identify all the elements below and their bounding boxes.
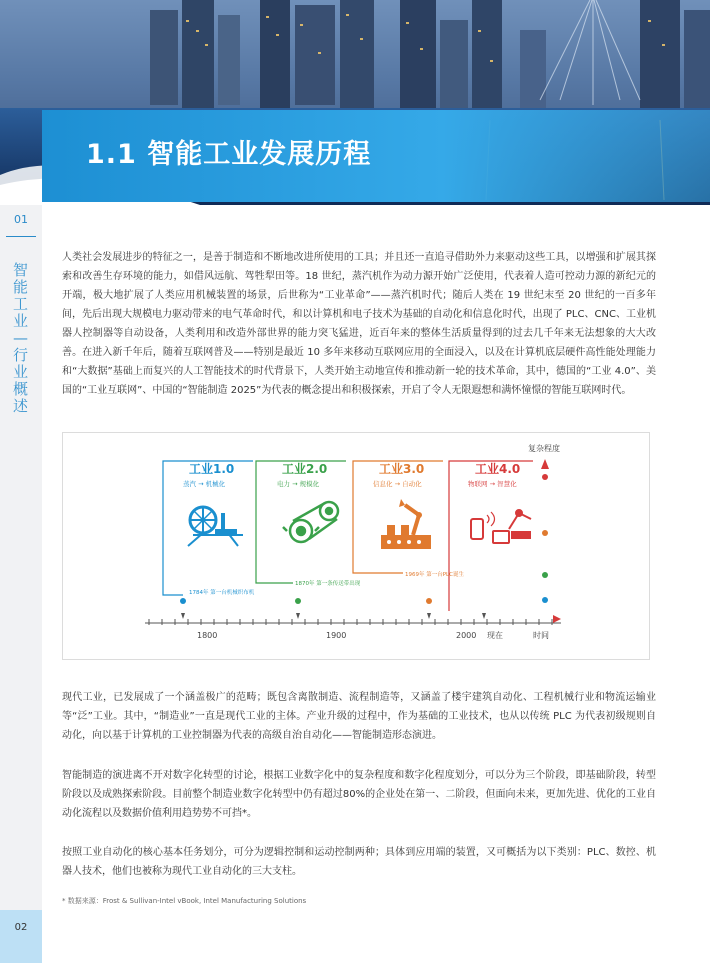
- robot-arm-icon: [381, 499, 431, 549]
- dot-1784: [180, 598, 186, 604]
- header-city-banner: [0, 0, 710, 205]
- era2-milestone: 1870年 第一条传送带出现: [295, 581, 361, 587]
- footnote-source: * 数据来源：Frost & Sullivan-Intel vBook, Intel Manufacturing Solutions: [62, 897, 307, 905]
- chapter-number: 01: [14, 213, 28, 226]
- era3-milestone: 1969年 第一台PLC诞生: [405, 572, 464, 578]
- industry-evolution-figure: [62, 432, 650, 660]
- loom-icon: [188, 507, 243, 546]
- page-title: 1.1 智能工业发展历程: [86, 139, 372, 170]
- title-band: [42, 110, 710, 202]
- complexity-dot-4: [542, 474, 548, 480]
- page-number-box: [0, 910, 42, 963]
- tick-now: 现在: [487, 631, 503, 640]
- era4-subtitle: 物联网 → 智慧化: [468, 480, 517, 488]
- time-axis-arrow: [553, 615, 561, 623]
- era3-subtitle: 信息化 → 自动化: [373, 480, 422, 488]
- sidebar-divider: [6, 236, 36, 237]
- era4-title: 工业4.0: [475, 462, 521, 476]
- page-number: 02: [14, 922, 28, 933]
- chapter-title: 智能工业—行业概述: [13, 261, 29, 415]
- time-label: 时间: [533, 631, 549, 640]
- tick-1800: 1800: [197, 631, 218, 640]
- dot-1969: [426, 598, 432, 604]
- complexity-dot-2: [542, 572, 548, 578]
- era1-milestone: 1784年 第一台机械织布机: [189, 590, 255, 596]
- era2-title: 工业2.0: [282, 462, 328, 476]
- paragraph-digital-transformation: 智能制造的演进离不开对数字化转型的讨论，根据工业数字化中的复杂程度和数字化程度划分，可以分为三个阶段，即基础阶段，转型阶段以及成熟探索阶段。目前整个制造业数字化转型中仍有超过80%的企业处在第一、二阶段，但面向未来，更加先进、优化的工业自动化流程以及数据价值利用趋势势不可挡*。: [62, 770, 656, 819]
- era2-subtitle: 电力 → 规模化: [277, 480, 320, 488]
- era1-leader: [163, 468, 183, 595]
- paragraph-modern-industry: 现代工业，已发展成了一个涵盖极广的范畴；既包含离散制造、流程制造等，又涵盖了楼宇建筑自动化、工程机械行业和物流运输业等“泛”工业。其中，“制造业”一直是现代工业的主体。产业升级的过程中，作为基础的工业技术，也从以传统 PLC 为代表初级规则自动化，向以基于计算机的工业控制器为代表的高级自治自动化——智能制造形态演进。: [62, 692, 656, 741]
- tick-2000: 2000: [456, 631, 477, 640]
- paragraph-automation-pillars: 按照工业自动化的核心基本任务划分，可分为逻辑控制和运动控制两种；具体到应用端的装置，又可概括为以下类别：PLC、数控、机器人技术，他们也被称为现代工业自动化的三大支柱。: [62, 847, 656, 877]
- era1-subtitle: 蒸汽 → 机械化: [183, 480, 226, 488]
- complexity-label: 复杂程度: [528, 444, 560, 453]
- complexity-dot-3: [542, 530, 548, 536]
- era3-title: 工业3.0: [379, 462, 425, 476]
- conveyor-icon: [283, 502, 338, 542]
- complexity-dot-1: [542, 597, 548, 603]
- dot-1870: [295, 598, 301, 604]
- smart-factory-icon: [471, 510, 531, 543]
- paragraph-intro: 人类社会发展进步的特征之一，是善于制造和不断地改进所使用的工具；并且还一直追寻借助外力来驱动这些工具，以增强和扩展其探索和改善生存环境的能力，如借风远航、驾牲犁田等。18 世纪，蒸汽机作为动力源开始广泛使用，代表着人造可控动力源的新纪元的开端，极大地扩展了人类应用机械装置的场景，后世称为“工业革命”——蒸汽机时代；随后人类在 19 世纪末至 20 世纪的一百多年间，先后出现大规模电力驱动带来的电气革命时代，和以计算机和电子技术为基础的自动化和信息化时代，出现了 PLC、CNC、工业机器人控制器等自动设备，人类利用和改造外部世界的能力突飞猛进，近百年来的整体生活质量得到的过去几千年来无法想象的大大改善。在进入新千年后，随着互联网普及——特别是最近 10 多年来移动互联网应用的全面浸入，以及在计算机底层硬件高性能处理能力和“大数据”基础上而复兴的人工智能技术的时代背景下，人类开始主动地宣传和推动新一轮的技术革命，其中，德国的“工业 4.0”、美国的“工业互联网”、中国的“智能制造 2025”为代表的概念提出和积极探索，开启了令人无限遐想和满怀憧憬的智能互联网时代。: [62, 252, 656, 396]
- tick-1900: 1900: [326, 631, 347, 640]
- era1-title: 工业1.0: [189, 462, 235, 476]
- complexity-arrow: [541, 459, 549, 469]
